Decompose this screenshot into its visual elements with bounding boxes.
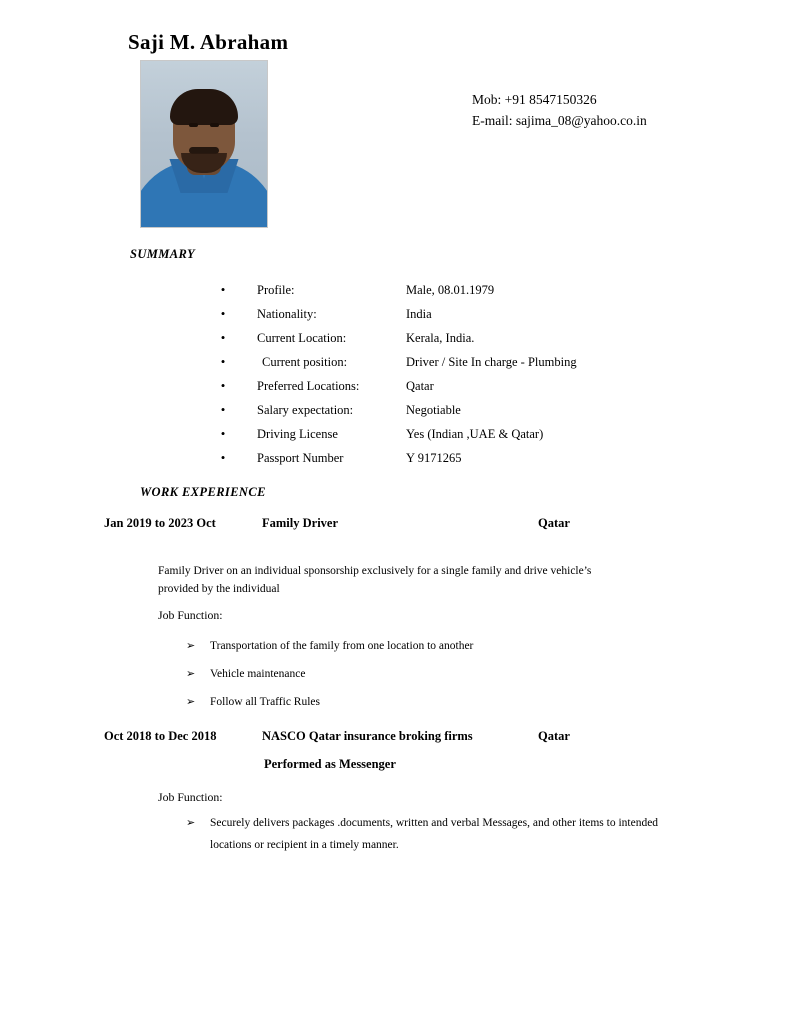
arrow-bullet-icon: ➢ [186,817,196,829]
list-item-label: Securely delivers packages .documents, written and verbal Messages, and other items to intended locations or recipient in a timely manner. [210,817,659,851]
summary-label: Current position: [262,355,348,369]
summary-value: Yes (Indian ,UAE & Qatar) [406,427,544,441]
job-role: Performed as Messenger [264,757,396,771]
summary-row [210,302,730,326]
job-location: Qatar [538,516,570,530]
job-function-label: Job Function: [158,790,223,804]
list-item [182,694,672,712]
summary-row [210,374,730,398]
email-address: E-mail: sajima_08@yahoo.co.in [472,112,647,128]
list-item-label: Transportation of the family from one location to another [210,640,474,652]
job-location: Qatar [538,729,570,743]
job-company: Family Driver [262,516,339,530]
bullet-icon: • [220,450,226,465]
summary-label: Salary expectation: [257,403,354,417]
summary-value: India [406,307,432,321]
job-bullet-list [182,638,672,721]
job-company: NASCO Qatar insurance broking firms [262,729,473,743]
job-bullet-list [182,813,672,867]
photo-eye-right [210,123,219,127]
summary-value: Qatar [406,379,434,393]
list-item-label: Follow all Traffic Rules [210,695,321,708]
summary-label: Passport Number [257,451,344,465]
summary-value: Driver / Site In charge - Plumbing [406,355,577,369]
summary-label: Preferred Locations: [257,379,360,393]
summary-list [210,278,730,470]
arrow-bullet-icon: ➢ [186,667,196,680]
summary-value: Male, 08.01.1979 [406,283,495,297]
bullet-icon: • [220,426,226,441]
arrow-bullet-icon: ➢ [186,640,196,652]
job-function-label: Job Function: [158,608,223,622]
list-item [182,638,672,656]
summary-label: Profile: [257,283,295,297]
photo-eye-left [189,123,198,127]
summary-row [210,278,730,302]
summary-row [210,446,730,470]
photo-hair [170,89,238,125]
summary-row [210,350,730,374]
job-dates: Oct 2018 to Dec 2018 [104,729,217,743]
summary-row [210,422,730,446]
bullet-icon: • [220,282,226,297]
summary-row [210,326,730,350]
summary-value: Negotiable [406,403,461,417]
list-item-label: Vehicle maintenance [210,667,306,680]
bullet-icon: • [220,378,226,393]
section-heading-summary: SUMMARY [130,247,196,261]
summary-row [210,398,730,422]
bullet-icon: • [220,306,226,321]
list-item [182,813,672,857]
avatar [140,60,268,228]
arrow-bullet-icon: ➢ [186,695,196,708]
page-title: Saji M. Abraham [128,30,289,54]
section-heading-work-experience: WORK EXPERIENCE [140,485,266,499]
summary-label: Current Location: [257,331,347,345]
summary-value: Y 9171265 [406,451,462,465]
summary-label: Nationality: [257,307,317,321]
list-item [182,666,672,684]
contact-block [472,90,647,132]
bullet-icon: • [220,330,226,345]
job-description: Family Driver on an individual sponsorship exclusively for a single family and drive vehicle’s provided by the individual [158,565,592,596]
summary-value: Kerala, India. [406,331,475,345]
bullet-icon: • [220,402,226,417]
bullet-icon: • [220,354,226,369]
job-dates: Jan 2019 to 2023 Oct [104,516,216,530]
mobile-number: Mob: +91 8547150326 [472,92,597,107]
summary-label: Driving License [257,427,338,441]
